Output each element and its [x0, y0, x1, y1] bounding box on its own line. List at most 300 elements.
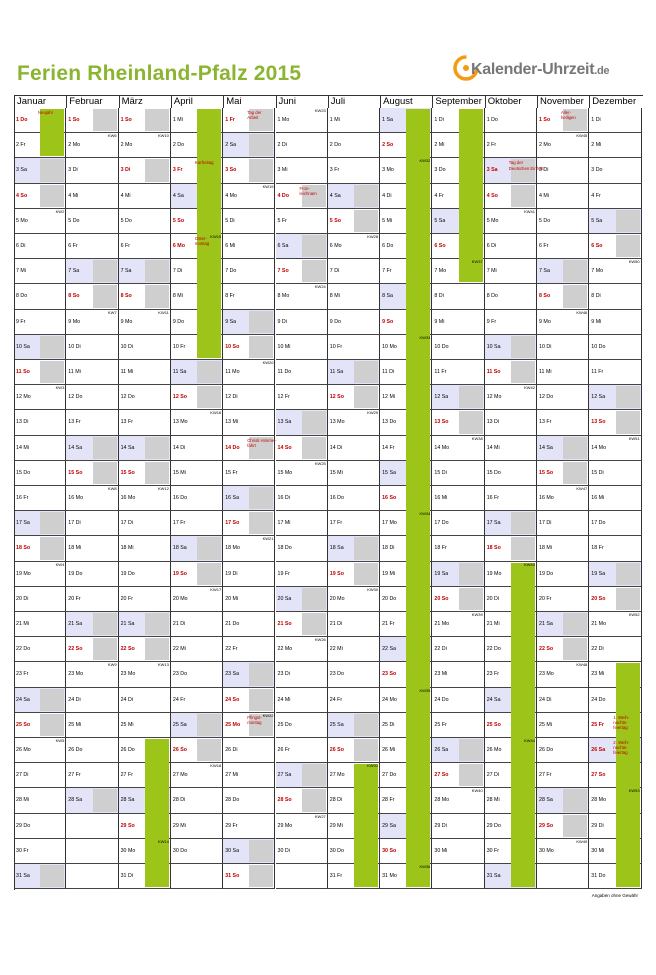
day-cell [485, 310, 537, 335]
weekend-marker [459, 386, 483, 408]
day-cell [380, 209, 432, 234]
holiday-label: Oster- montag [194, 236, 210, 247]
day-cell [537, 662, 589, 687]
day-number: 26 Sa [434, 747, 449, 754]
day-cell [66, 385, 118, 410]
weekend-marker [511, 512, 535, 534]
weekend-marker [145, 159, 169, 181]
weekend-marker [249, 311, 273, 333]
ferien-marker [40, 132, 64, 156]
day-number: 2 Mo [68, 142, 81, 149]
weekend-marker [145, 638, 169, 660]
day-cell [119, 738, 171, 763]
ferien-marker [406, 737, 430, 763]
day-number: 9 Do [329, 318, 341, 325]
day-number: 27 So [434, 772, 449, 779]
day-cell [14, 738, 66, 763]
day-cell [589, 738, 641, 763]
day-cell [589, 662, 641, 687]
day-cell [14, 284, 66, 309]
ferien-marker [511, 636, 535, 662]
day-number: 6 Mo [329, 243, 342, 250]
day-cell [537, 158, 589, 183]
day-cell [485, 587, 537, 612]
day-cell [119, 284, 171, 309]
day-number: 20 Di [16, 595, 29, 602]
day-number: 29 Di [434, 822, 447, 829]
day-cell [432, 461, 484, 486]
weekend-marker [93, 260, 117, 282]
day-number: 23 Mi [591, 671, 605, 678]
week-number: KW33 [419, 334, 431, 340]
day-number: 20 Sa [277, 595, 292, 602]
weekend-marker [93, 109, 117, 131]
weekend-marker [511, 537, 535, 559]
day-cell [328, 436, 380, 461]
day-number: 31 So [225, 873, 240, 880]
day-cell [119, 461, 171, 486]
day-cell [485, 259, 537, 284]
page-title: Ferien Rheinland-Pfalz 2015 [17, 62, 302, 85]
day-cell [119, 511, 171, 536]
day-number: 14 Mi [486, 444, 500, 451]
day-cell [171, 158, 223, 183]
day-number: 27 So [591, 772, 606, 779]
day-cell [432, 562, 484, 587]
day-number: 5 Mo [16, 217, 28, 224]
day-cell [223, 562, 275, 587]
day-number: 3 Do [591, 167, 603, 174]
day-cell [14, 864, 66, 889]
day-cell [66, 511, 118, 536]
day-cell [537, 637, 589, 662]
day-cell [589, 713, 641, 738]
day-cell [276, 536, 328, 561]
day-number: 30 So [382, 847, 397, 854]
day-cell [171, 133, 223, 158]
logo-text: Kalender-Uhrzeit.de [471, 61, 610, 78]
day-cell [223, 410, 275, 435]
day-cell [14, 562, 66, 587]
day-number: 18 Di [382, 545, 395, 552]
ferien-marker [616, 663, 640, 687]
ferien-marker [511, 687, 535, 713]
day-number: 2 Fr [16, 142, 26, 149]
day-cell [328, 158, 380, 183]
day-number: 21 Do [225, 621, 240, 628]
day-number: 7 Di [329, 268, 340, 275]
day-cell [328, 612, 380, 637]
day-number: 20 Do [382, 595, 397, 602]
weekend-marker [93, 462, 117, 484]
day-number: 28 Di [329, 797, 343, 804]
month-header-11: Dezember [589, 95, 641, 108]
day-number: 15 So [120, 469, 135, 476]
day-cell [328, 461, 380, 486]
day-number: 23 Do [329, 671, 344, 678]
day-number: 12 Mo [16, 394, 31, 401]
day-cell [432, 713, 484, 738]
ferien-marker [406, 561, 430, 587]
day-cell [171, 486, 223, 511]
day-cell [380, 864, 432, 889]
day-cell [223, 108, 275, 133]
day-cell [328, 814, 380, 839]
day-cell [432, 612, 484, 637]
day-cell [223, 360, 275, 385]
day-cell [223, 839, 275, 864]
day-number: 24 Fr [329, 696, 343, 703]
weekend-marker [40, 689, 64, 711]
day-cell [119, 133, 171, 158]
day-cell [589, 486, 641, 511]
day-number: 16 Do [329, 495, 344, 502]
day-cell [119, 864, 171, 889]
day-cell [589, 209, 641, 234]
day-number: 28 Mi [486, 797, 500, 804]
day-number: 9 Mi [591, 318, 602, 325]
day-number: 25 Mi [68, 721, 82, 728]
ferien-marker [406, 762, 430, 788]
day-number: 24 Mi [277, 696, 291, 703]
day-number: 10 Sa [16, 343, 30, 350]
day-cell [66, 259, 118, 284]
day-number: 14 Mo [434, 444, 450, 451]
day-cell [589, 184, 641, 209]
day-cell [537, 587, 589, 612]
day-number: 8 So [120, 293, 132, 300]
day-number: 25 Fr [591, 721, 604, 728]
day-number: 9 Sa [225, 318, 237, 325]
ferien-marker [197, 258, 221, 284]
day-cell [537, 133, 589, 158]
day-cell [171, 662, 223, 687]
day-number: 2 Do [172, 142, 185, 149]
day-cell [276, 158, 328, 183]
weekend-marker [354, 714, 378, 736]
weekend-marker [93, 638, 117, 660]
day-cell [432, 814, 484, 839]
day-cell [276, 738, 328, 763]
day-cell [66, 637, 118, 662]
day-number: 14 Di [172, 444, 186, 451]
day-cell [380, 335, 432, 360]
day-number: 12 Sa [434, 394, 449, 401]
day-cell [14, 788, 66, 813]
day-cell [66, 562, 118, 587]
day-number: 29 Mo [277, 822, 293, 829]
weekend-marker [145, 437, 169, 459]
day-cell [66, 158, 118, 183]
day-cell [276, 385, 328, 410]
day-number: 21 So [277, 621, 292, 628]
day-number: 28 Mo [591, 797, 607, 804]
day-number: 12 Do [68, 394, 83, 401]
day-number: 23 Di [277, 671, 290, 678]
day-number: 7 Do [225, 268, 237, 275]
ferien-marker [197, 283, 221, 309]
day-number: 6 Mo [172, 243, 185, 250]
day-cell [432, 788, 484, 813]
weekend-marker [40, 361, 64, 383]
day-cell [537, 536, 589, 561]
day-cell [589, 436, 641, 461]
day-cell [537, 763, 589, 788]
weekend-marker [354, 210, 378, 232]
day-cell [485, 763, 537, 788]
day-cell [119, 108, 171, 133]
day-number: 10 Di [68, 343, 81, 350]
ferien-marker [406, 208, 430, 234]
day-cell [537, 788, 589, 813]
day-cell [66, 461, 118, 486]
ferien-marker [511, 661, 535, 687]
day-cell [537, 461, 589, 486]
day-cell [380, 486, 432, 511]
day-cell [276, 486, 328, 511]
day-number: 15 So [539, 469, 554, 476]
day-cell [171, 713, 223, 738]
day-number: 24 Mo [382, 696, 397, 703]
day-cell [276, 713, 328, 738]
day-cell [171, 738, 223, 763]
day-number: 26 Fr [277, 747, 290, 754]
day-cell [485, 335, 537, 360]
day-number: 2 Mi [434, 142, 445, 149]
day-cell [223, 688, 275, 713]
day-cell [432, 662, 484, 687]
day-cell [223, 637, 275, 662]
day-number: 3 Fr [172, 167, 183, 174]
day-number: 11 Fr [434, 369, 447, 376]
day-number: 25 Mo [225, 721, 241, 728]
weekend-marker [616, 588, 640, 610]
day-number: 13 Do [382, 419, 397, 426]
day-cell [119, 763, 171, 788]
day-cell [589, 587, 641, 612]
day-number: 6 Mi [225, 243, 236, 250]
day-number: 16 Do [172, 495, 188, 502]
ferien-marker [406, 636, 430, 662]
day-number: 26 Mi [382, 747, 396, 754]
day-number: 4 Fr [434, 192, 444, 199]
day-number: 4 Mi [120, 192, 131, 199]
month-header-1: Februar [66, 95, 118, 108]
day-cell [14, 133, 66, 158]
weekend-marker [354, 739, 378, 761]
day-cell [485, 738, 537, 763]
ferien-marker [511, 712, 535, 738]
weekend-marker [40, 336, 64, 358]
day-cell [171, 461, 223, 486]
day-number: 20 Fr [68, 595, 81, 602]
day-cell [589, 688, 641, 713]
day-number: 2 Mi [591, 142, 602, 149]
day-cell [485, 360, 537, 385]
weekend-marker [459, 411, 483, 433]
weekend-marker [459, 563, 483, 585]
day-cell [14, 713, 66, 738]
month-header-8: September [432, 95, 484, 108]
day-cell [589, 234, 641, 259]
day-cell [380, 360, 432, 385]
day-cell [432, 637, 484, 662]
day-cell [223, 587, 275, 612]
day-number: 23 So [382, 671, 397, 678]
day-number: 29 So [120, 822, 135, 829]
weekend-marker [563, 613, 587, 635]
day-number: 6 So [591, 243, 603, 250]
ferien-marker [145, 863, 169, 887]
ferien-marker [406, 309, 430, 335]
day-number: 1 Di [434, 117, 444, 124]
week-number: KW10 [157, 133, 169, 139]
day-number: 9 Mo [68, 318, 81, 325]
day-cell [171, 788, 223, 813]
day-cell [171, 637, 223, 662]
day-cell [485, 209, 537, 234]
day-number: 8 Di [591, 293, 601, 300]
day-number: 21 Di [329, 621, 343, 628]
weekend-marker [197, 714, 221, 736]
ferien-marker [511, 863, 535, 887]
week-number: KW15 [210, 234, 222, 239]
day-cell [380, 814, 432, 839]
ferien-marker [197, 109, 221, 133]
day-cell [276, 436, 328, 461]
day-cell [380, 385, 432, 410]
day-cell [14, 360, 66, 385]
weekend-marker [93, 613, 117, 635]
day-cell [485, 108, 537, 133]
day-cell [171, 108, 223, 133]
day-cell [14, 612, 66, 637]
day-cell [589, 511, 641, 536]
day-cell [14, 637, 66, 662]
day-cell [171, 410, 223, 435]
day-number: 7 Fr [382, 268, 392, 275]
day-number: 14 So [277, 444, 292, 451]
day-number: 15 Di [434, 469, 447, 476]
day-cell [432, 738, 484, 763]
day-cell [276, 184, 328, 209]
day-number: 6 Fr [68, 243, 78, 250]
day-cell [328, 385, 380, 410]
day-cell [276, 511, 328, 536]
day-number: 24 Fr [172, 696, 186, 703]
day-number: 10 So [225, 343, 240, 350]
week-number: KW31 [367, 763, 379, 769]
day-cell [328, 310, 380, 335]
day-cell [223, 788, 275, 813]
weekend-marker [563, 260, 587, 282]
day-number: 22 Mi [329, 646, 343, 653]
week-number: KW14 [157, 838, 169, 844]
day-cell [432, 385, 484, 410]
day-number: 31 Di [120, 873, 133, 880]
day-cell [589, 284, 641, 309]
weekend-marker [249, 689, 273, 711]
ferien-marker [511, 611, 535, 637]
day-cell [119, 814, 171, 839]
day-cell [485, 284, 537, 309]
ferien-marker [406, 813, 430, 839]
day-number: 8 So [539, 293, 551, 300]
ferien-marker [459, 132, 483, 158]
day-number: 30 Do [172, 847, 188, 854]
day-cell [328, 209, 380, 234]
ferien-marker [406, 283, 430, 309]
day-number: 16 So [382, 495, 397, 502]
day-cell [432, 360, 484, 385]
day-number: 27 Di [16, 772, 29, 779]
day-number: 2 Fr [486, 142, 497, 149]
day-cell [119, 436, 171, 461]
week-number: KW28 [367, 234, 379, 239]
day-number: 22 So [539, 646, 554, 653]
week-number: KW2 [55, 208, 65, 214]
day-cell [537, 688, 589, 713]
day-number: 6 Do [382, 243, 394, 250]
weekend-marker [563, 789, 587, 811]
week-number: KW4 [55, 561, 65, 567]
day-cell [276, 108, 328, 133]
week-number: KW43 [524, 561, 535, 567]
day-cell [328, 410, 380, 435]
day-number: 19 Mi [382, 570, 396, 577]
day-cell [537, 259, 589, 284]
day-number: 17 Mi [277, 520, 291, 527]
day-cell [485, 436, 537, 461]
weekend-marker [249, 840, 273, 862]
day-cell [589, 788, 641, 813]
day-number: 31 Sa [16, 873, 30, 880]
day-cell [223, 310, 275, 335]
day-cell [485, 536, 537, 561]
day-number: 6 Fr [120, 243, 131, 250]
day-cell [276, 788, 328, 813]
weekend-marker [302, 260, 326, 282]
ferien-marker [459, 109, 483, 133]
day-number: 12 Do [120, 394, 135, 401]
day-cell [66, 310, 118, 335]
day-cell [589, 158, 641, 183]
day-cell [223, 738, 275, 763]
day-cell [328, 335, 380, 360]
day-number: 19 Di [225, 570, 238, 577]
day-number: 12 Mi [382, 394, 396, 401]
weekend-marker [197, 386, 221, 408]
day-cell [223, 284, 275, 309]
day-cell [328, 713, 380, 738]
day-cell [328, 536, 380, 561]
day-number: 4 Mi [68, 192, 79, 199]
week-number: KW34 [419, 511, 431, 517]
weekend-marker [302, 588, 326, 610]
day-cell [589, 108, 641, 133]
day-number: 6 Sa [277, 243, 289, 250]
day-number: 13 Mi [225, 419, 239, 426]
day-number: 25 So [486, 721, 501, 728]
day-cell [432, 410, 484, 435]
day-number: 10 Fr [329, 343, 343, 350]
day-cell [328, 637, 380, 662]
day-cell [276, 662, 328, 687]
holiday-label: 1. Weih- nachts- feiertag [613, 714, 630, 731]
day-cell [171, 536, 223, 561]
weekend-marker [563, 462, 587, 484]
day-cell [66, 662, 118, 687]
